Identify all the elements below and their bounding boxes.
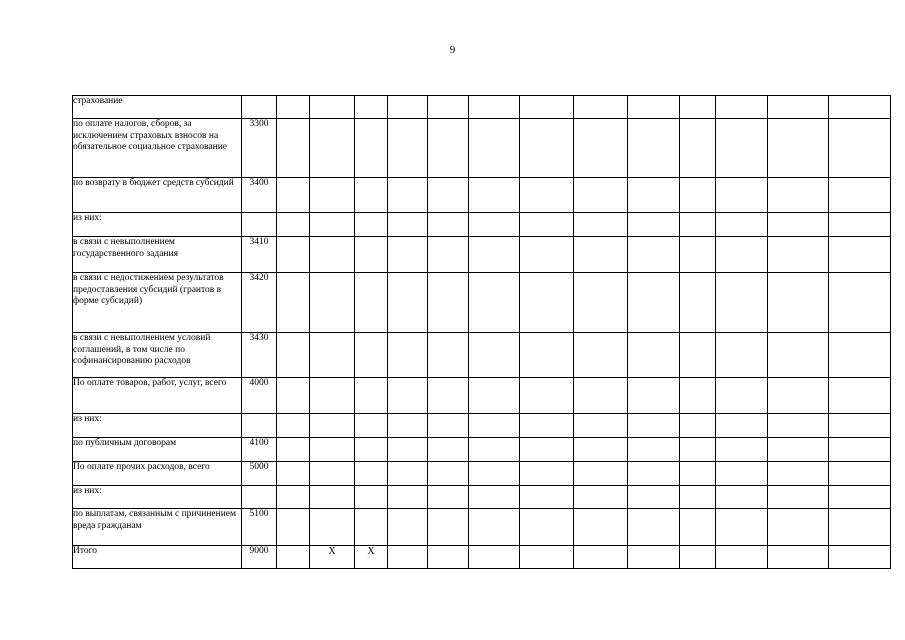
row-label: Итого: [73, 546, 242, 569]
value-cell: [829, 462, 891, 486]
value-cell: [768, 414, 829, 438]
value-cell: [355, 178, 388, 213]
value-cell: [680, 378, 716, 414]
row-label: по публичным договорам: [73, 438, 242, 462]
value-cell: [277, 546, 310, 569]
value-cell: [310, 178, 355, 213]
value-cell: [768, 486, 829, 509]
row-label: из них:: [73, 414, 242, 438]
value-cell: [355, 509, 388, 546]
table-row: [73, 96, 891, 119]
value-cell: [277, 119, 310, 178]
value-cell: [428, 213, 469, 237]
value-cell: [628, 438, 680, 462]
value-cell: [680, 546, 716, 569]
table-row: [73, 414, 891, 438]
value-cell: [680, 237, 716, 273]
value-cell: [277, 486, 310, 509]
value-cell: [680, 119, 716, 178]
value-cell: [310, 213, 355, 237]
value-cell: [355, 273, 388, 333]
row-code: 3300: [242, 119, 277, 178]
value-cell: [469, 119, 520, 178]
value-cell: [277, 213, 310, 237]
value-cell: [628, 414, 680, 438]
value-cell: [310, 438, 355, 462]
value-cell: [310, 119, 355, 178]
value-cell: [310, 509, 355, 546]
value-cell: [716, 438, 768, 462]
value-cell: [628, 273, 680, 333]
value-cell: [310, 273, 355, 333]
value-cell: [520, 378, 574, 414]
value-cell: [355, 486, 388, 509]
value-cell: [428, 509, 469, 546]
value-cell: [716, 378, 768, 414]
report-body: [73, 96, 891, 569]
value-cell: [628, 462, 680, 486]
value-cell: [388, 273, 428, 333]
row-code: 9000: [242, 546, 277, 569]
value-cell: [428, 438, 469, 462]
value-cell: [428, 462, 469, 486]
value-cell: [310, 462, 355, 486]
row-code: [242, 486, 277, 509]
row-code: 3430: [242, 333, 277, 378]
value-cell: [428, 178, 469, 213]
value-cell: [628, 486, 680, 509]
value-cell: [520, 213, 574, 237]
value-cell: [388, 378, 428, 414]
value-cell: [277, 378, 310, 414]
value-cell: [716, 237, 768, 273]
value-cell: [469, 96, 520, 119]
row-label: по оплате налогов, сборов, за исключением страховых взносов на обязательное социальное страхование: [73, 119, 242, 178]
value-cell: [574, 273, 628, 333]
value-cell: [428, 378, 469, 414]
value-cell: [574, 213, 628, 237]
value-cell: [680, 178, 716, 213]
value-cell: [680, 414, 716, 438]
value-cell: [628, 178, 680, 213]
value-cell: [574, 414, 628, 438]
value-cell: [829, 119, 891, 178]
value-cell: [520, 462, 574, 486]
value-cell: [277, 509, 310, 546]
value-cell: [574, 509, 628, 546]
value-cell: [388, 333, 428, 378]
value-cell: [469, 546, 520, 569]
value-cell: X: [310, 546, 355, 569]
value-cell: [628, 546, 680, 569]
value-cell: [520, 414, 574, 438]
value-cell: [716, 462, 768, 486]
row-code: 5000: [242, 462, 277, 486]
row-label: из них:: [73, 486, 242, 509]
value-cell: [388, 546, 428, 569]
value-cell: [310, 414, 355, 438]
value-cell: [428, 96, 469, 119]
value-cell: [310, 378, 355, 414]
value-cell: [520, 486, 574, 509]
value-cell: [388, 509, 428, 546]
value-cell: [716, 414, 768, 438]
value-cell: [469, 486, 520, 509]
value-cell: [680, 486, 716, 509]
value-cell: [768, 119, 829, 178]
value-cell: [277, 178, 310, 213]
report-table: [72, 95, 891, 569]
value-cell: [277, 237, 310, 273]
value-cell: [428, 119, 469, 178]
row-code: 4000: [242, 378, 277, 414]
value-cell: [310, 486, 355, 509]
value-cell: [628, 213, 680, 237]
value-cell: [520, 119, 574, 178]
value-cell: [829, 213, 891, 237]
value-cell: [768, 509, 829, 546]
row-code: 3410: [242, 237, 277, 273]
value-cell: [388, 178, 428, 213]
value-cell: [310, 333, 355, 378]
value-cell: [469, 237, 520, 273]
row-label: по возврату в бюджет средств субсидий: [73, 178, 242, 213]
value-cell: [716, 333, 768, 378]
value-cell: [768, 333, 829, 378]
value-cell: [520, 237, 574, 273]
row-label: из них:: [73, 213, 242, 237]
value-cell: [469, 213, 520, 237]
value-cell: [680, 213, 716, 237]
page-number: 9: [449, 44, 456, 56]
table-row: [73, 178, 891, 213]
value-cell: X: [355, 546, 388, 569]
value-cell: [355, 237, 388, 273]
value-cell: [829, 414, 891, 438]
value-cell: [829, 509, 891, 546]
row-label: в связи с невыполнением условий соглашений, в том числе по софинансированию расходов: [73, 333, 242, 378]
value-cell: [388, 237, 428, 273]
value-cell: [829, 178, 891, 213]
value-cell: [628, 509, 680, 546]
table-row: [73, 333, 891, 378]
value-cell: [628, 378, 680, 414]
value-cell: [574, 237, 628, 273]
value-cell: [829, 333, 891, 378]
value-cell: [277, 96, 310, 119]
value-cell: [829, 96, 891, 119]
value-cell: [428, 273, 469, 333]
row-code: 5100: [242, 509, 277, 546]
value-cell: [768, 462, 829, 486]
value-cell: [277, 462, 310, 486]
value-cell: [355, 96, 388, 119]
value-cell: [574, 486, 628, 509]
row-label: в связи с недостижением результатов предоставления субсидий (грантов в форме субсидий): [73, 273, 242, 333]
value-cell: [574, 96, 628, 119]
value-cell: [469, 378, 520, 414]
value-cell: [768, 273, 829, 333]
row-code: 4100: [242, 438, 277, 462]
row-code: [242, 96, 277, 119]
value-cell: [680, 462, 716, 486]
value-cell: [716, 119, 768, 178]
value-cell: [716, 96, 768, 119]
table-row: [73, 486, 891, 509]
value-cell: [355, 438, 388, 462]
value-cell: [469, 273, 520, 333]
value-cell: [520, 178, 574, 213]
value-cell: [355, 333, 388, 378]
row-label: по выплатам, связанным с причинением вреда гражданам: [73, 509, 242, 546]
table-row: [73, 378, 891, 414]
value-cell: [520, 273, 574, 333]
value-cell: [680, 509, 716, 546]
value-cell: [355, 119, 388, 178]
row-label: По оплате прочих расходов, всего: [73, 462, 242, 486]
value-cell: [716, 178, 768, 213]
value-cell: [574, 462, 628, 486]
value-cell: [829, 486, 891, 509]
row-label: страхование: [73, 96, 242, 119]
value-cell: [469, 438, 520, 462]
value-cell: [768, 237, 829, 273]
row-code: 3420: [242, 273, 277, 333]
value-cell: [355, 462, 388, 486]
value-cell: [428, 546, 469, 569]
value-cell: [428, 414, 469, 438]
value-cell: [768, 378, 829, 414]
value-cell: [680, 273, 716, 333]
value-cell: [520, 333, 574, 378]
value-cell: [428, 486, 469, 509]
value-cell: [628, 237, 680, 273]
value-cell: [628, 119, 680, 178]
value-cell: [388, 96, 428, 119]
value-cell: [388, 462, 428, 486]
value-cell: [829, 378, 891, 414]
value-cell: [469, 509, 520, 546]
value-cell: [768, 546, 829, 569]
value-cell: [310, 96, 355, 119]
value-cell: [574, 546, 628, 569]
table-row: [73, 462, 891, 486]
value-cell: [628, 333, 680, 378]
value-cell: [355, 414, 388, 438]
value-cell: [574, 333, 628, 378]
value-cell: [469, 462, 520, 486]
value-cell: [277, 414, 310, 438]
row-label: в связи с невыполнением государственного задания: [73, 237, 242, 273]
value-cell: [388, 486, 428, 509]
row-code: 3400: [242, 178, 277, 213]
value-cell: [574, 119, 628, 178]
value-cell: [829, 438, 891, 462]
value-cell: [680, 96, 716, 119]
value-cell: [768, 213, 829, 237]
value-cell: [469, 333, 520, 378]
value-cell: [768, 96, 829, 119]
value-cell: [574, 438, 628, 462]
value-cell: [388, 438, 428, 462]
table-row: [73, 273, 891, 333]
value-cell: [716, 213, 768, 237]
value-cell: [716, 546, 768, 569]
value-cell: [469, 414, 520, 438]
table-row: [73, 509, 891, 546]
value-cell: [355, 378, 388, 414]
value-cell: [310, 237, 355, 273]
value-cell: [277, 438, 310, 462]
value-cell: [680, 333, 716, 378]
table-row: [73, 438, 891, 462]
value-cell: [716, 273, 768, 333]
row-code: [242, 414, 277, 438]
value-cell: [355, 213, 388, 237]
value-cell: [520, 438, 574, 462]
value-cell: [768, 178, 829, 213]
value-cell: [768, 438, 829, 462]
value-cell: [520, 96, 574, 119]
value-cell: [829, 273, 891, 333]
value-cell: [388, 119, 428, 178]
table-row: [73, 546, 891, 569]
value-cell: [277, 333, 310, 378]
table-row: [73, 213, 891, 237]
value-cell: [716, 509, 768, 546]
value-cell: [628, 96, 680, 119]
row-code: [242, 213, 277, 237]
value-cell: [829, 546, 891, 569]
value-cell: [388, 414, 428, 438]
value-cell: [680, 438, 716, 462]
table-row: [73, 237, 891, 273]
value-cell: [428, 333, 469, 378]
value-cell: [829, 237, 891, 273]
value-cell: [716, 486, 768, 509]
value-cell: [388, 213, 428, 237]
value-cell: [574, 378, 628, 414]
table-row: [73, 119, 891, 178]
value-cell: [428, 237, 469, 273]
value-cell: [469, 178, 520, 213]
value-cell: [277, 273, 310, 333]
value-cell: [520, 509, 574, 546]
value-cell: [520, 546, 574, 569]
row-label: По оплате товаров, работ, услуг, всего: [73, 378, 242, 414]
value-cell: [574, 178, 628, 213]
